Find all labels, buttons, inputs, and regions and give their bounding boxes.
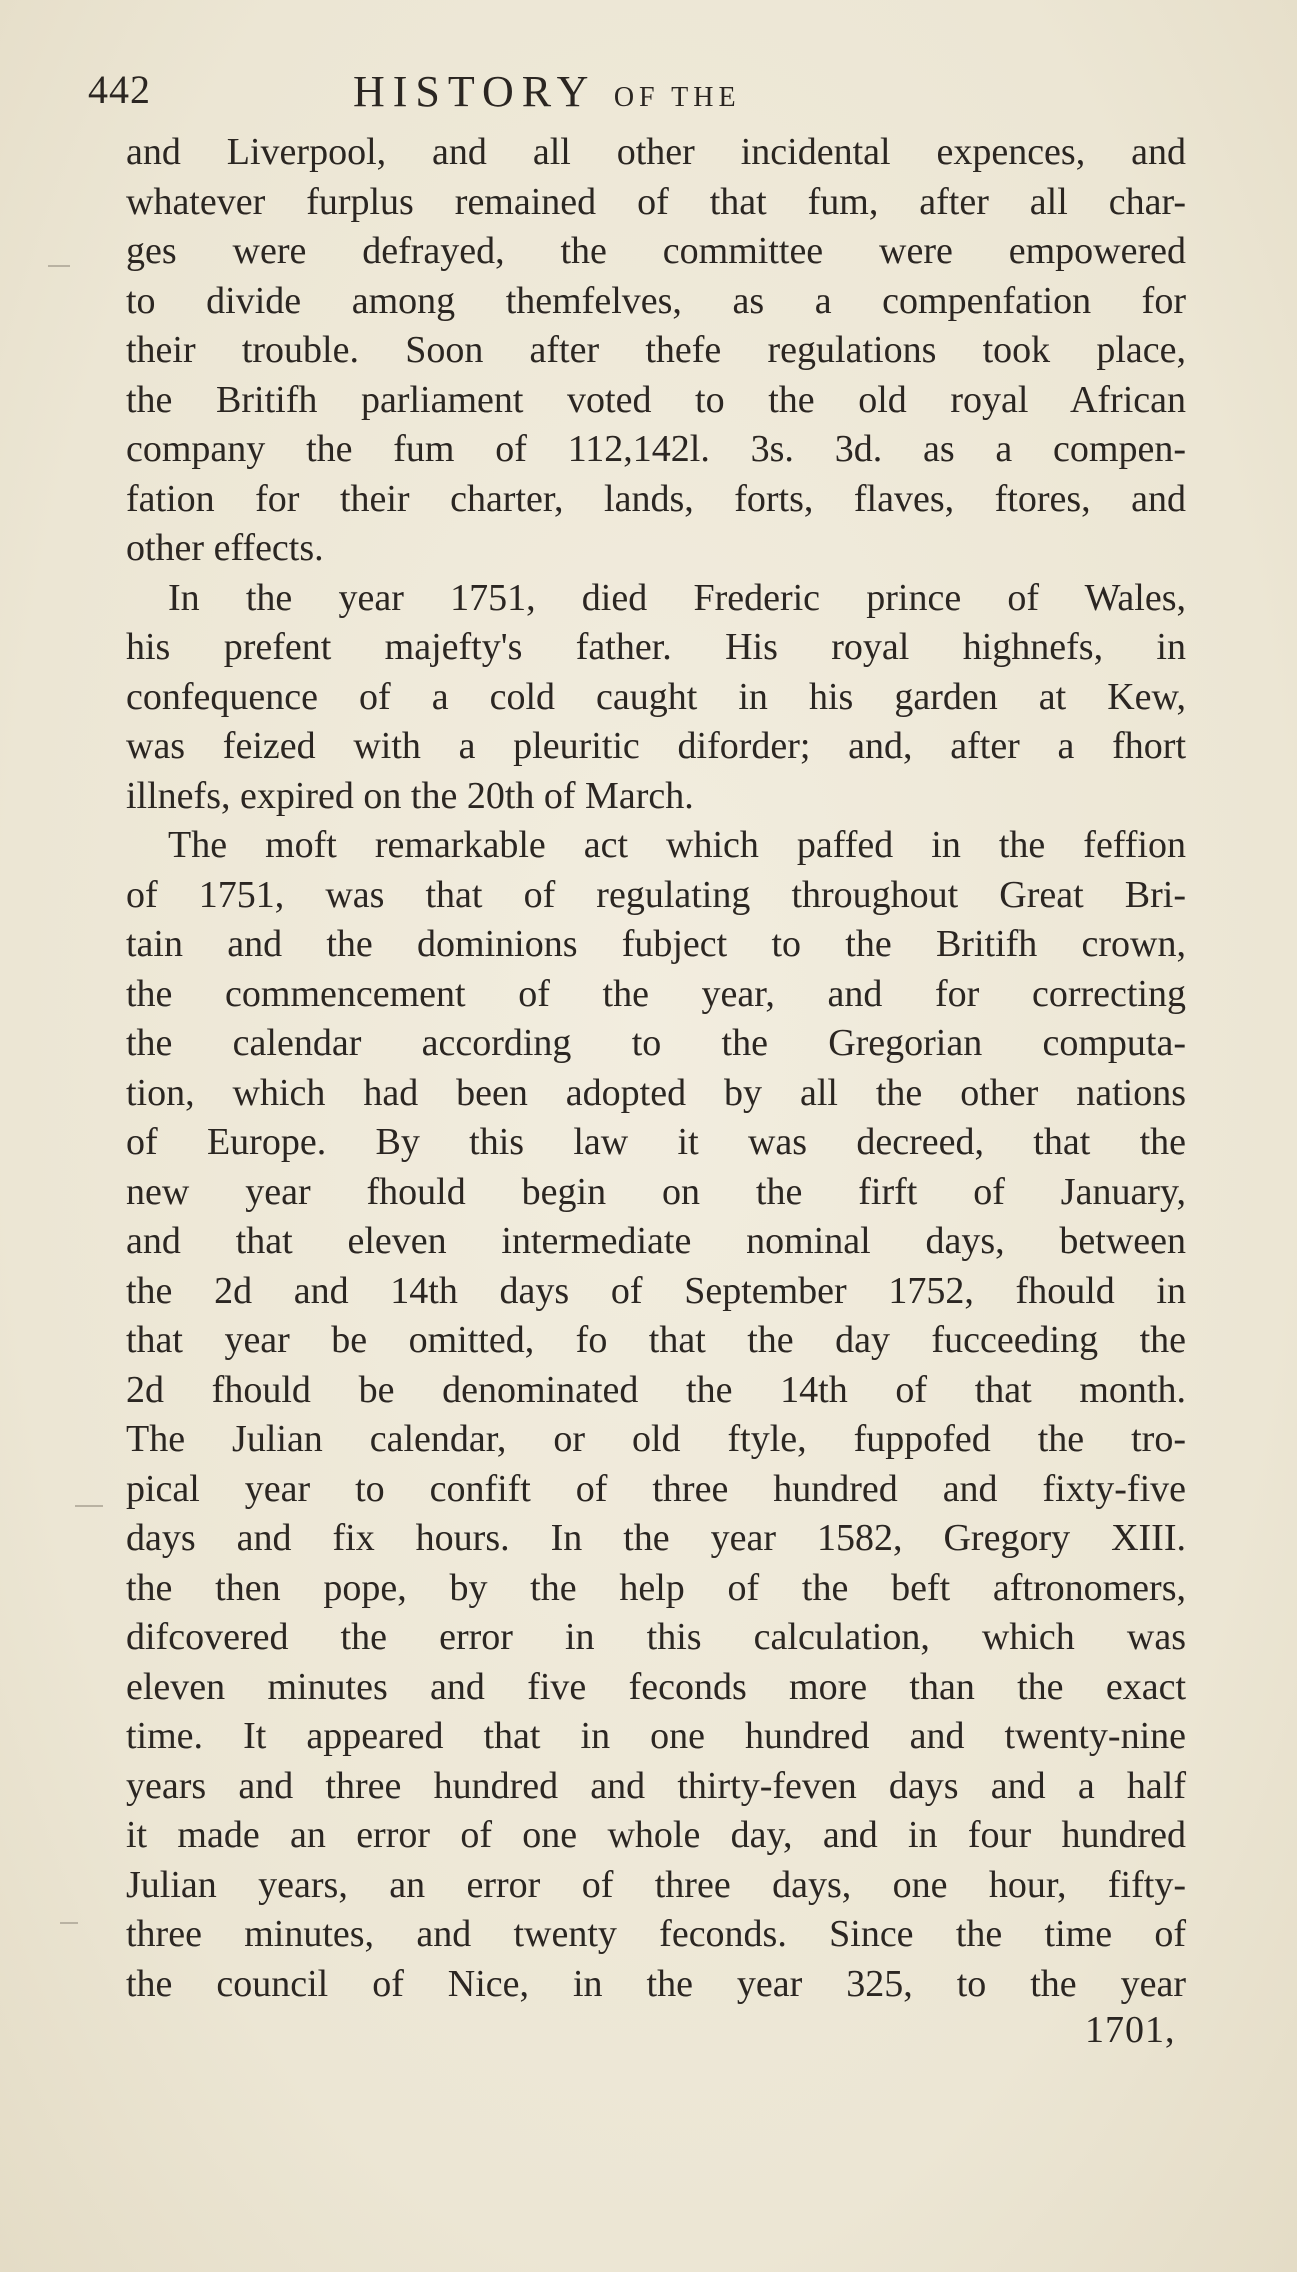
text-line: time. It appeared that in one hundred and twenty-nine: [126, 1715, 1186, 1757]
text-line: the 2d and 14th days of September 1752, fhould in: [126, 1269, 1186, 1312]
text-line: and that eleven intermediate nominal days, between: [126, 1220, 1186, 1262]
text-line: ges were defrayed, the committee were empowered: [126, 230, 1186, 272]
text-line: it made an error of one whole day, and in four hundred: [126, 1814, 1186, 1856]
text-line: the Britifh parliament voted to the old royal African: [126, 378, 1186, 421]
text-line: new year fhould begin on the firft of January,: [126, 1170, 1186, 1213]
text-line: The moft remarkable act which paffed in the feffion: [168, 824, 1186, 866]
text-line: whatever furplus remained of that fum, after all char-: [126, 180, 1186, 223]
margin-mark: [60, 1922, 78, 1924]
catchword: 1701,: [1085, 2009, 1176, 2051]
text-line: tion, which had been adopted by all the other nations: [126, 1071, 1186, 1114]
page-number: 442: [88, 67, 151, 112]
text-line: of 1751, was that of regulating throughout Great Bri-: [126, 873, 1186, 916]
text-line: and Liverpool, and all other incidental expences, and: [126, 131, 1186, 173]
text-line: Julian years, an error of three days, one hour, fifty-: [126, 1863, 1186, 1906]
text-line: fation for their charter, lands, forts, flaves, ftores, and: [126, 477, 1186, 520]
margin-mark: [48, 265, 70, 267]
text-line: company the fum of 112,142l. 3s. 3d. as a compen-: [126, 428, 1186, 470]
text-line: the calendar according to the Gregorian computa-: [126, 1022, 1186, 1064]
running-head: [353, 66, 741, 117]
text-line: tain and the dominions fubject to the Britifh crown,: [126, 923, 1186, 965]
text-line: the commencement of the year, and for correcting: [126, 972, 1186, 1015]
text-line: the then pope, by the help of the beft aftronomers,: [126, 1566, 1186, 1609]
margin-mark: [75, 1505, 103, 1507]
text-line: days and fix hours. In the year 1582, Gregory XIII.: [126, 1517, 1186, 1559]
text-line: The Julian calendar, or old ftyle, fuppofed the tro-: [126, 1418, 1186, 1460]
text-line: confequence of a cold caught in his garden at Kew,: [126, 675, 1186, 718]
text-line: to divide among themfelves, as a compenfation for: [126, 279, 1186, 322]
running-head-main: HISTORY: [353, 67, 595, 116]
text-line: difcovered the error in this calculation, which was: [126, 1616, 1186, 1658]
text-line: 2d fhould be denominated the 14th of that month.: [126, 1368, 1186, 1411]
text-line: In the year 1751, died Frederic prince of Wales,: [168, 576, 1186, 619]
text-line: pical year to confift of three hundred and fixty-five: [126, 1467, 1186, 1510]
text-line: eleven minutes and five feconds more than the exact: [126, 1665, 1186, 1708]
text-line: was feized with a pleuritic diforder; and, after a fhort: [126, 725, 1186, 767]
text-line: of Europe. By this law it was decreed, that the: [126, 1121, 1186, 1163]
text-line: illnefs, expired on the 20th of March.: [126, 774, 694, 817]
text-line: the council of Nice, in the year 325, to the year: [126, 1962, 1186, 2005]
running-head-small: OF THE: [613, 82, 741, 113]
text-line: other effects.: [126, 527, 324, 569]
text-line: years and three hundred and thirty-feven days and a half: [126, 1764, 1186, 1807]
text-line: that year be omitted, fo that the day fucceeding the: [126, 1319, 1186, 1361]
text-line: his prefent majefty's father. His royal highnefs, in: [126, 626, 1186, 668]
text-line: three minutes, and twenty feconds. Since the time of: [126, 1913, 1186, 1955]
page-header: [88, 66, 1218, 126]
body-text: [126, 128, 1186, 2009]
text-line: their trouble. Soon after thefe regulations took place,: [126, 329, 1186, 371]
